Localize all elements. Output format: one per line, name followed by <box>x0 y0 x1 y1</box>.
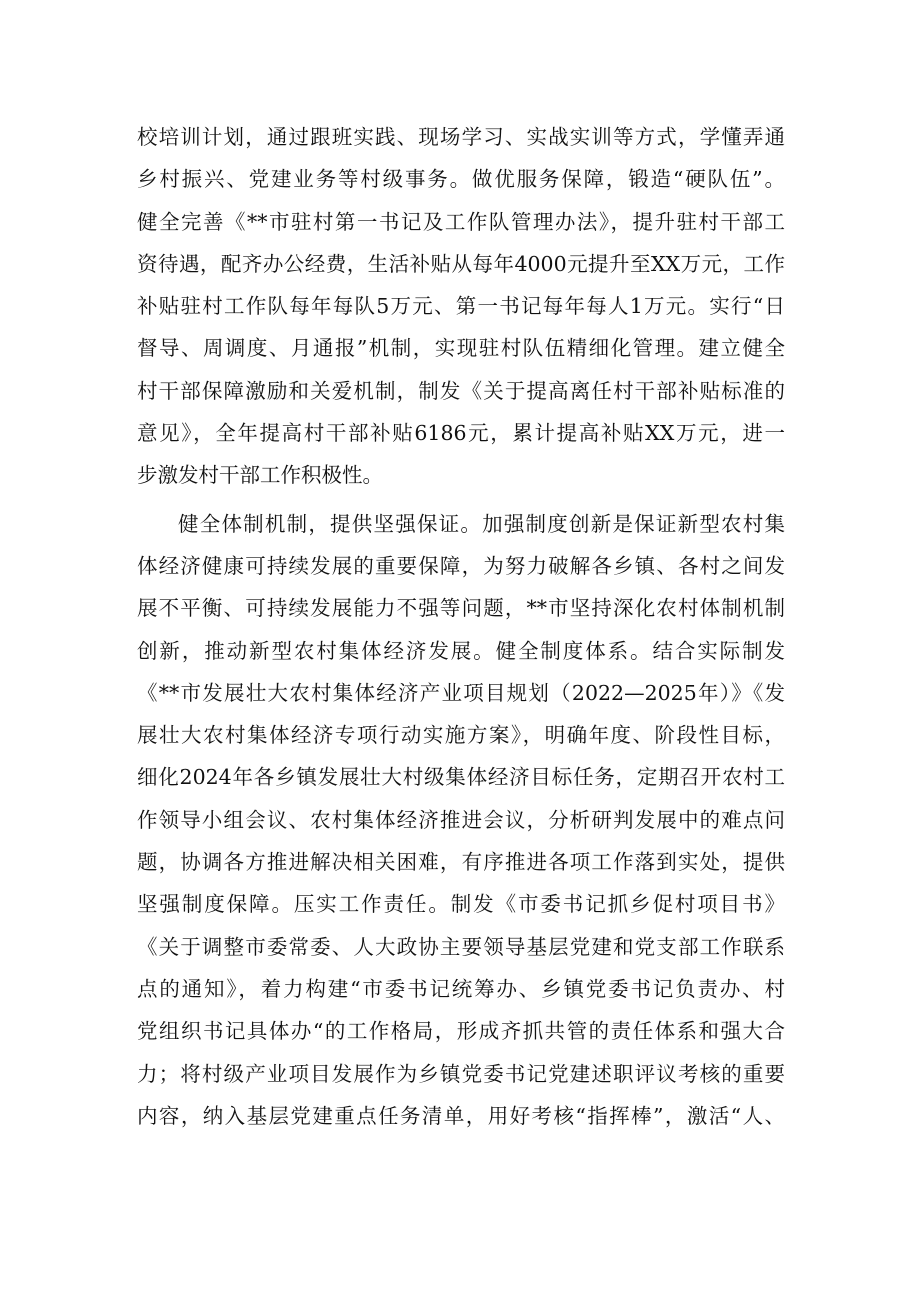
paragraph-2 <box>137 503 785 1137</box>
text-line: 题，协调各方推进解决相关困难，有序推进各项工作落到实处，提供 <box>137 850 785 875</box>
text-line: 作领导小组会议、农村集体经济推进会议，分析研判发展中的难点问 <box>137 807 785 832</box>
text-line: 展壮大农村集体经济专项行动实施方案》，明确年度、阶段性目标， <box>137 723 785 748</box>
text-line: 内容，纳入基层党建重点任务清单，用好考核“指挥棒”，激活“人、 <box>137 1103 785 1128</box>
text-line: 体经济健康可持续发展的重要保障，为努力破解各乡镇、各村之间发 <box>137 553 785 578</box>
text-line: 《关于调整市委常委、人大政协主要领导基层党建和党支部工作联系 <box>137 934 785 959</box>
text-line: 展不平衡、可持续发展能力不强等问题，**市坚持深化农村体制机制 <box>137 596 785 621</box>
text-line: 力；将村级产业项目发展作为乡镇党委书记党建述职评议考核的重要 <box>137 1061 785 1086</box>
text-line: 坚强制度保障。压实工作责任。制发《市委书记抓乡促村项目书》 <box>137 892 785 917</box>
text-line: 校培训计划，通过跟班实践、现场学习、实战实训等方式，学懂弄通 <box>137 125 785 149</box>
text-line: 意见》，全年提高村干部补贴6186元，累计提高补贴XX万元，进一 <box>137 421 785 446</box>
document-body <box>137 116 785 1137</box>
text-line: 补贴驻村工作队每年每队5万元、第一书记每年每人1万元。实行“日 <box>137 294 785 319</box>
text-line: 督导、周调度、月通报”机制，实现驻村队伍精细化管理。建立健全 <box>137 336 785 361</box>
paragraph-1 <box>137 116 785 497</box>
text-line: 创新，推动新型农村集体经济发展。健全制度体系。结合实际制发 <box>137 638 785 663</box>
text-line: 点的通知》，着力构建“市委书记统筹办、乡镇党委书记负责办、村 <box>137 976 785 1001</box>
text-line: 健全完善《**市驻村第一书记及工作队管理办法》，提升驻村干部工 <box>137 209 785 234</box>
text-line: 健全体制机制，提供坚强保证。加强制度创新是保证新型农村集 <box>178 511 785 536</box>
text-line: 乡村振兴、党建业务等村级事务。做优服务保障，锻造“硬队伍”。 <box>137 167 785 192</box>
text-line: 步激发村干部工作积极性。 <box>137 463 383 488</box>
text-line: 村干部保障激励和关爱机制，制发《关于提高离任村干部补贴标准的 <box>137 378 785 403</box>
text-line: 《**市发展壮大农村集体经济产业项目规划（2022—2025年）》《发 <box>137 680 785 705</box>
text-line: 党组织书记具体办“的工作格局，形成齐抓共管的责任体系和强大合 <box>137 1019 785 1044</box>
text-line: 细化2024年各乡镇发展壮大村级集体经济目标任务，定期召开农村工 <box>137 765 785 790</box>
text-line: 资待遇，配齐办公经费，生活补贴从每年4000元提升至XX万元，工作 <box>137 251 785 276</box>
